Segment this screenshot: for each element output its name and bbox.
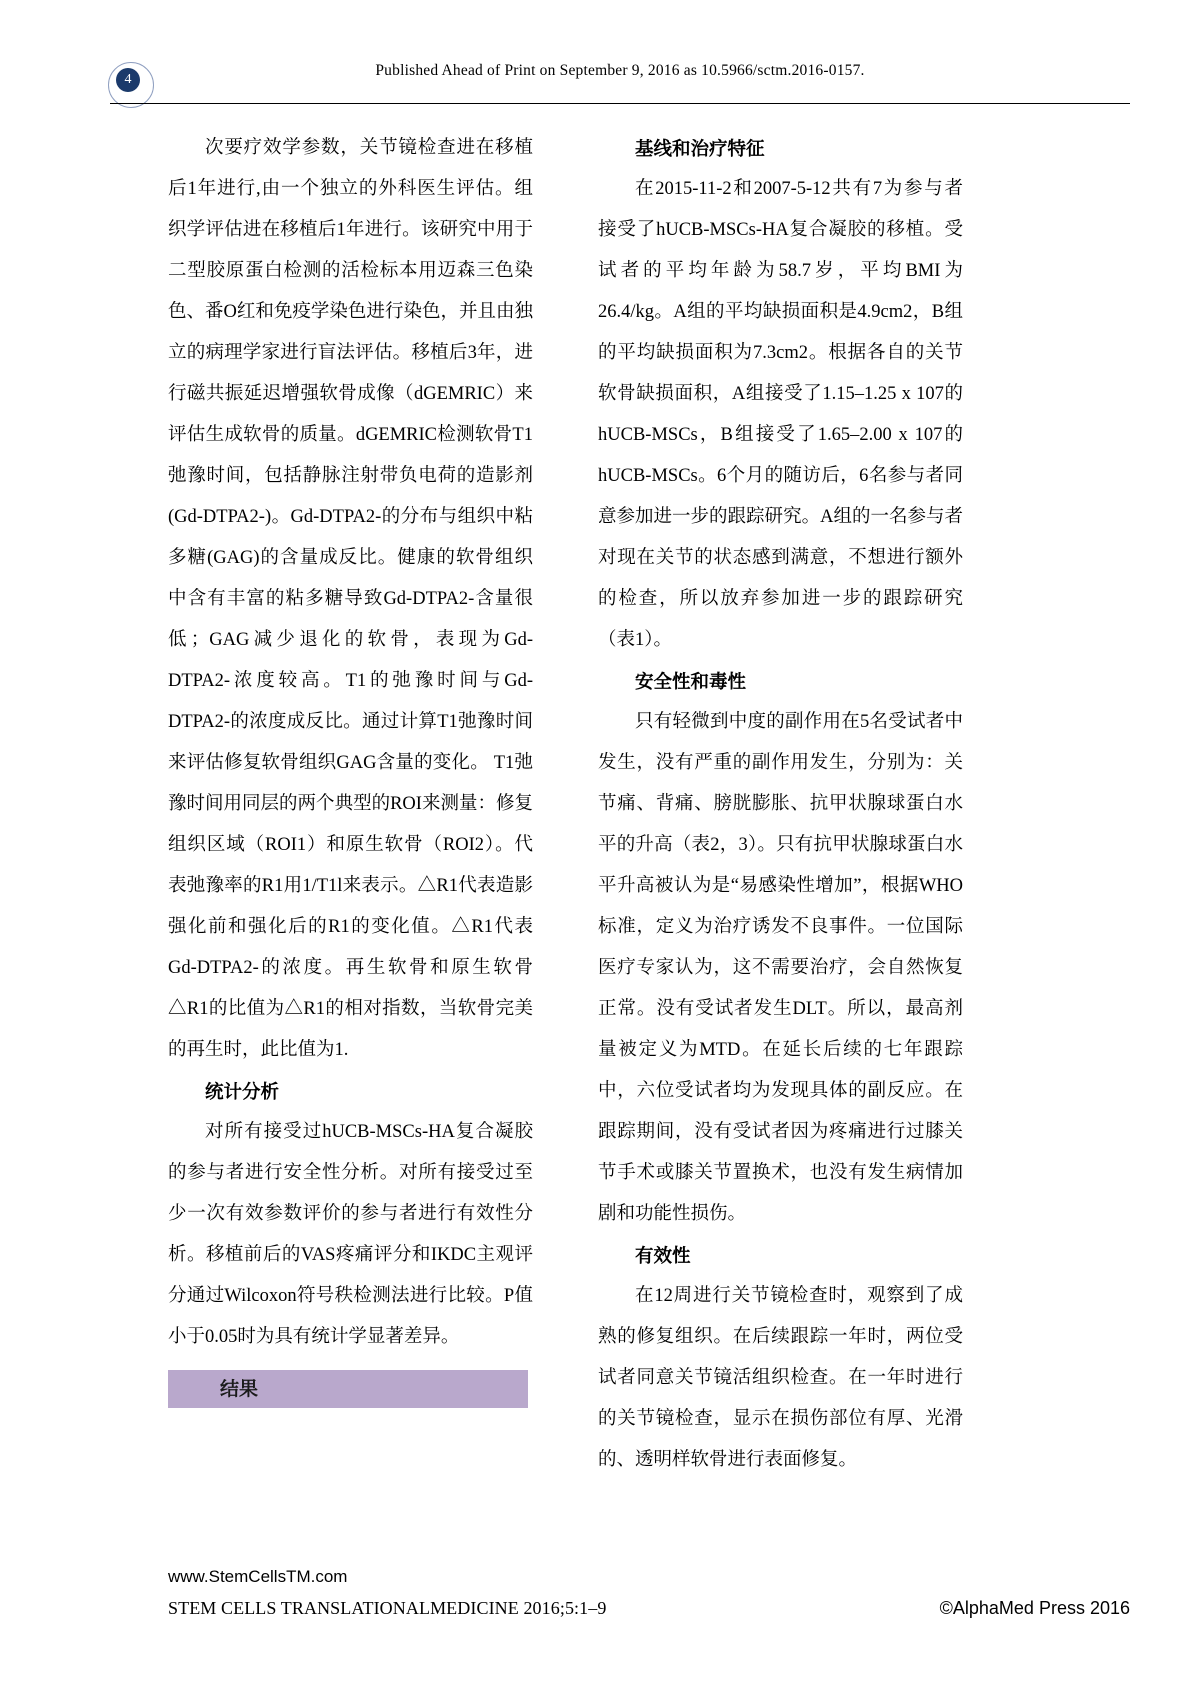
left-column [168, 128, 533, 1408]
subhead-safety: 安全性和毒性 [635, 671, 747, 692]
right-paragraph-safety: 只有轻微到中度的副作用在5名受试者中发生，没有严重的副作用发生，分别为：关节痛、背痛、膀胱膨胀、抗甲状腺球蛋白水平的升高（表2，3）。只有抗甲状腺球蛋白水平升高被认为是“易感染性增加”，根据WHO标准，定义为治疗诱发不良事件。一位国际医疗专家认为，这不需要治疗，会自然恢复正常。没有受试者发生DLT。所以，最高剂量被定义为MTD。在延长后续的七年跟踪中，六位受试者均为发现具体的副反应。在跟踪期间，没有受试者因为疼痛进行过膝关节手术或膝关节置换术，也没有发生病情加剧和功能性损伤。 [598, 712, 963, 1224]
footer-website-link[interactable]: www.StemCellsTM.com [168, 1567, 348, 1586]
right-paragraph-baseline: 在2015-11-2和2007-5-12共有7为参与者接受了hUCB-MSCs-HA复合凝胶的移植。受试者的平均年龄为58.7岁，平均BMI为26.4/kg。A组的平均缺损面积是4.9cm2，B组的平均缺损面积为7.3cm2。根据各自的关节软骨缺损面积，A组接受了1.15–1.25 x 107的hUCB-MSCs，B组接受了1.65–2.00 x 107的hUCB-MSCs。6个月的随访后，6名参与者同意参加进一步的跟踪研究。A组的一名参与者对现在关节的状态感到满意，不想进行额外的检查，所以放弃参加进一步的跟踪研究（表1）。 [598, 179, 963, 650]
subhead-baseline: 基线和治疗特征 [635, 138, 765, 159]
page-footer-left [168, 1562, 688, 1624]
left-paragraph-statistics: 对所有接受过hUCB-MSCs-HA复合凝胶的参与者进行安全性分析。对所有接受过至少一次有效参数评价的参与者进行有效性分析。移植前后的VAS疼痛评分和IKDC主观评分通过Wilcoxon符号秩检测法进行比较。P值小于0.05时为具有统计学显著差异。 [168, 1122, 533, 1347]
header-publication-line: Published Ahead of Print on September 9, 2016 as 10.5966/sctm.2016-0157. [375, 62, 865, 79]
header-divider [110, 103, 1130, 104]
footer-copyright: ©AlphaMed Press 2016 [939, 1598, 1130, 1618]
right-column [598, 128, 963, 1481]
results-section-banner [168, 1370, 528, 1408]
page-number-text: 4 [124, 72, 132, 87]
left-paragraph-1: 次要疗效学参数，关节镜检查进在移植后1年进行,由一个独立的外科医生评估。组织学评估进在移植后1年进行。该研究中用于二型胶原蛋白检测的活检标本用迈森三色染色、番O红和免疫学染色进行染色，并且由独立的病理学家进行盲法评估。移植后3年，进行磁共振延迟增强软骨成像（dGEMRIC）来评估生成软骨的质量。dGEMRIC检测软骨T1弛豫时间，包括静脉注射带负电荷的造影剂(Gd-DTPA2-)。Gd-DTPA2-的分布与组织中粘多糖(GAG)的含量成反比。健康的软骨组织中含有丰富的粘多糖导致Gd-DTPA2-含量很低；GAG减少退化的软骨，表现为Gd-DTPA2-浓度较高。T1的弛豫时间与Gd-DTPA2-的浓度成反比。通过计算T1弛豫时间来评估修复软骨组织GAG含量的变化。 T1弛豫时间用同层的两个典型的ROI来测量：修复组织区域（ROI1）和原生软骨（ROI2）。代表弛豫率的R1用1/T1l来表示。△R1代表造影强化前和强化后的R1的变化值。△R1代表Gd-DTPA2-的浓度。再生软骨和原生软骨△R1的比值为△R1的相对指数，当软骨完美的再生时，此比值为1. [168, 138, 533, 1060]
right-paragraph-efficacy: 在12周进行关节镜检查时，观察到了成熟的修复组织。在后续跟踪一年时，两位受试者同意关节镜活组织检查。在一年时进行的关节镜检查，显示在损伤部位有厚、光滑的、透明样软骨进行表面修复。 [598, 1286, 963, 1470]
results-banner-label: 结果 [220, 1378, 259, 1400]
subhead-statistics: 统计分析 [205, 1081, 280, 1102]
page-header [110, 62, 1130, 102]
page-footer-right [700, 1598, 1130, 1619]
footer-journal-citation: STEM CELLS TRANSLATIONALMEDICINE 2016;5:1–9 [168, 1598, 607, 1618]
subhead-efficacy: 有效性 [635, 1245, 691, 1266]
